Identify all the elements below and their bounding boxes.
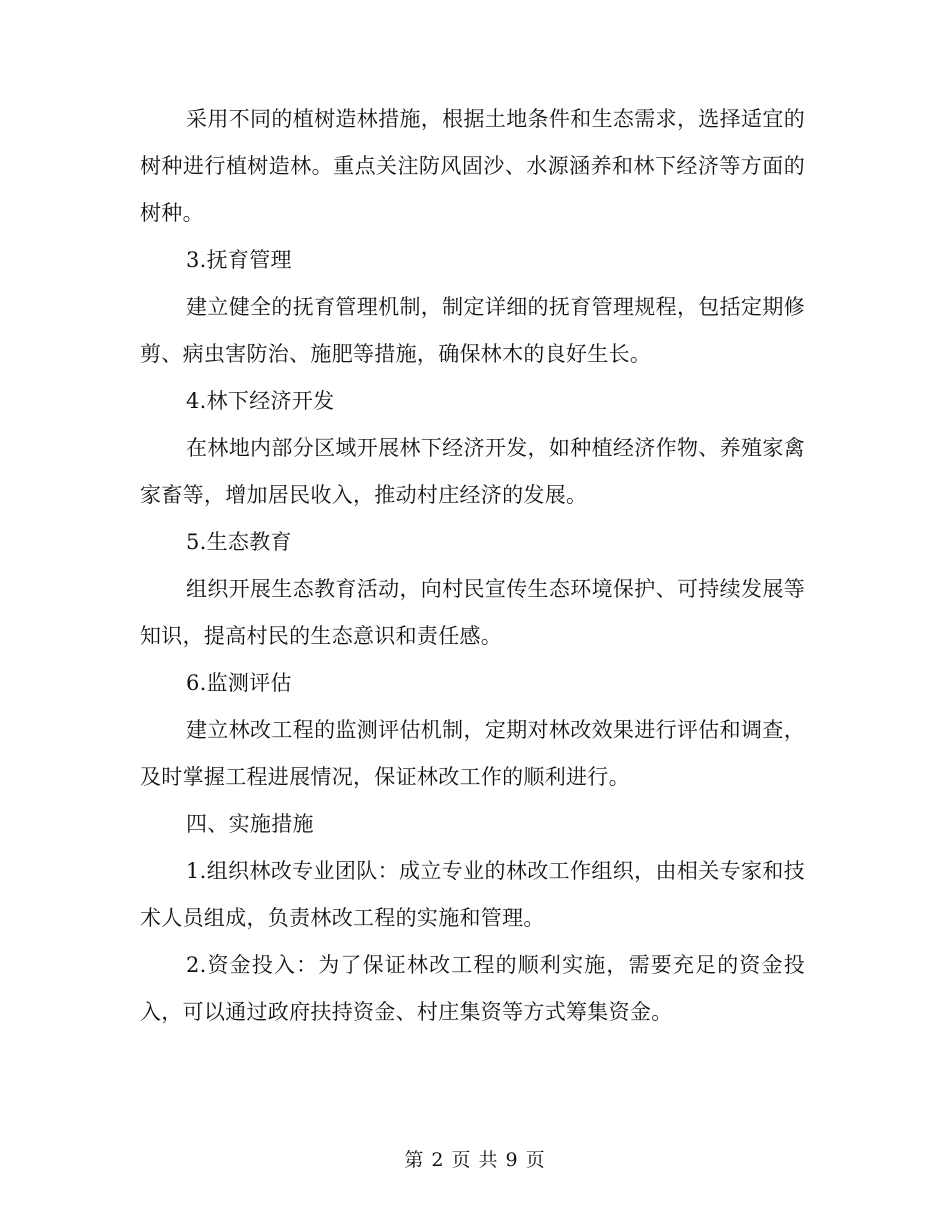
- heading-ecological-education: 5.生态教育: [186, 530, 292, 554]
- heading-implementation-measures: 四、实施措施: [186, 812, 314, 836]
- paragraph-professional-team: 1.组织林改专业团队：成立专业的林改工作组织，由相关专家和技术人员组成，负责林改工程的实施和管理。: [140, 859, 805, 930]
- paragraph-tending-management: 建立健全的抚育管理机制，制定详细的抚育管理规程，包括定期修剪、病虫害防治、施肥等措施，确保林木的良好生长。: [140, 295, 805, 366]
- paragraph-ecological-education: 组织开展生态教育活动，向村民宣传生态环境保护、可持续发展等知识，提高村民的生态意识和责任感。: [140, 577, 805, 648]
- heading-understory-economy: 4.林下经济开发: [186, 389, 335, 413]
- heading-monitoring-evaluation: 6.监测评估: [186, 671, 292, 695]
- paragraph-funding: 2.资金投入：为了保证林改工程的顺利实施，需要充足的资金投入，可以通过政府扶持资金、村庄集资等方式筹集资金。: [140, 953, 805, 1024]
- paragraph-monitoring-evaluation: 建立林改工程的监测评估机制，定期对林改效果进行评估和调查，及时掌握工程进展情况，保证林改工作的顺利进行。: [140, 718, 805, 789]
- paragraph-understory-economy: 在林地内部分区域开展林下经济开发，如种植经济作物、养殖家禽家畜等，增加居民收入，推动村庄经济的发展。: [140, 436, 805, 507]
- document-body: [140, 96, 805, 1036]
- paragraph-planting-measures: 采用不同的植树造林措施，根据土地条件和生态需求，选择适宜的树种进行植树造林。重点关注防风固沙、水源涵养和林下经济等方面的树种。: [140, 107, 805, 225]
- heading-tending-management: 3.抚育管理: [186, 248, 292, 272]
- page-number-footer: 第 2 页 共 9 页: [404, 1149, 546, 1171]
